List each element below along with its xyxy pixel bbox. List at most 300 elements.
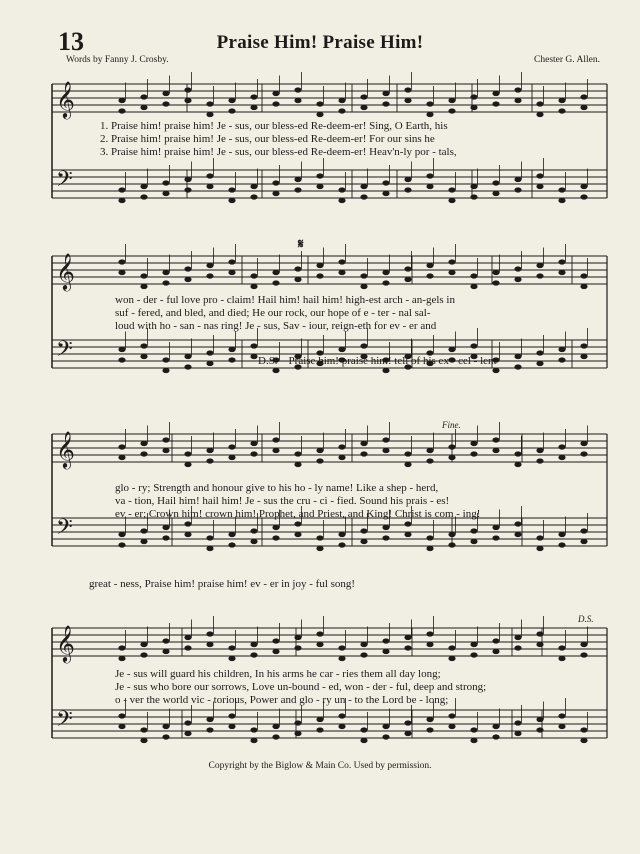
notehead [470, 194, 477, 199]
notehead [492, 270, 499, 275]
notehead [228, 656, 235, 661]
notehead [558, 357, 565, 362]
notehead [426, 631, 433, 636]
notehead [338, 532, 345, 537]
notehead [294, 532, 301, 537]
notehead [250, 441, 257, 446]
notehead [184, 532, 191, 537]
notehead [118, 455, 125, 460]
notehead [206, 717, 213, 722]
notehead [426, 642, 433, 647]
notehead [250, 273, 257, 278]
notehead [492, 191, 499, 196]
notehead [382, 270, 389, 275]
bass-clef-icon: 𝄢 [56, 707, 73, 737]
notehead [558, 645, 565, 650]
notehead [492, 535, 499, 540]
notehead [250, 105, 257, 110]
notehead [118, 187, 125, 192]
lyric-verse-2: 2. Praise him! praise him! Je - sus, our bless-ed Re-deem-er! For our sins he [100, 133, 435, 145]
notehead [382, 734, 389, 739]
notehead [514, 87, 521, 92]
notehead [426, 546, 433, 551]
notehead [514, 98, 521, 103]
notehead [140, 539, 147, 544]
notehead [426, 448, 433, 453]
notehead [404, 720, 411, 725]
notehead [316, 101, 323, 106]
segno-sign: 𝄋 [298, 236, 304, 251]
notehead [140, 738, 147, 743]
notehead [184, 87, 191, 92]
notehead [140, 273, 147, 278]
notehead [118, 270, 125, 275]
notehead [250, 343, 257, 348]
notehead [470, 528, 477, 533]
notehead [316, 535, 323, 540]
notehead [338, 444, 345, 449]
notehead [580, 652, 587, 657]
notehead [536, 112, 543, 117]
notehead [140, 354, 147, 359]
notehead [272, 191, 279, 196]
notehead [448, 724, 455, 729]
notehead [316, 273, 323, 278]
lyric-verse-2: suf - fered, and bled, and died; He our rock, our hope of e - ter - nal sal- [115, 307, 431, 319]
notehead [514, 635, 521, 640]
notehead [228, 259, 235, 264]
notehead [558, 656, 565, 661]
notehead [514, 720, 521, 725]
ds-refrain-lyric: great - ness, Praise him! praise him! ev - er in joy - ful song! [89, 578, 356, 590]
notehead [470, 284, 477, 289]
notehead [272, 734, 279, 739]
notehead [206, 263, 213, 268]
notehead [426, 263, 433, 268]
hymn-title: Praise Him! Praise Him! [216, 32, 424, 53]
notehead [492, 280, 499, 285]
notehead [558, 108, 565, 113]
notehead [470, 441, 477, 446]
notehead [448, 656, 455, 661]
notehead [558, 455, 565, 460]
treble-clef-icon: 𝄞 [56, 624, 75, 662]
notehead [360, 194, 367, 199]
notehead [228, 187, 235, 192]
lyric-verse-1: won - der - ful love pro - claim! Hail him! hail him! high-est arch - an-gels in [115, 294, 455, 306]
notehead [492, 649, 499, 654]
notehead [470, 727, 477, 732]
notehead [558, 713, 565, 718]
notehead [426, 458, 433, 463]
notehead [294, 645, 301, 650]
notehead [250, 528, 257, 533]
notehead [184, 645, 191, 650]
notehead [448, 108, 455, 113]
lyric-verse-3: loud with ho - san - nas ring! Je - sus, Sav - iour, reign-eth for ev - er and [115, 320, 437, 332]
notehead [536, 717, 543, 722]
notehead [184, 266, 191, 271]
notehead [118, 656, 125, 661]
notehead [360, 652, 367, 657]
notehead [118, 444, 125, 449]
notehead [140, 642, 147, 647]
notehead [206, 727, 213, 732]
music-credit: Chester G. Allen. [534, 55, 600, 65]
notehead [316, 112, 323, 117]
notehead [140, 284, 147, 289]
notehead [338, 542, 345, 547]
notehead [294, 521, 301, 526]
notehead [360, 184, 367, 189]
notehead [206, 112, 213, 117]
notehead [536, 631, 543, 636]
ds-refrain-lyric: D.S.—Praise him! praise him! tell of his ex - cel - lent [258, 355, 497, 367]
notehead [448, 444, 455, 449]
notehead [470, 94, 477, 99]
notehead [404, 266, 411, 271]
notehead [382, 525, 389, 530]
notehead [580, 441, 587, 446]
notehead [184, 720, 191, 725]
notehead [404, 87, 411, 92]
notehead [228, 98, 235, 103]
notehead [272, 638, 279, 643]
notehead [162, 357, 169, 362]
notehead [228, 357, 235, 362]
treble-clef-icon: 𝄞 [56, 252, 75, 290]
notehead [448, 198, 455, 203]
notehead [382, 280, 389, 285]
notehead [272, 525, 279, 530]
notehead [228, 532, 235, 537]
notehead [492, 368, 499, 373]
notehead [294, 720, 301, 725]
treble-clef-icon: 𝄞 [56, 430, 75, 468]
notehead [514, 645, 521, 650]
notehead [228, 645, 235, 650]
notehead [514, 521, 521, 526]
notehead [404, 532, 411, 537]
notehead [360, 441, 367, 446]
music-system-2 [52, 236, 612, 370]
notehead [580, 184, 587, 189]
notehead [250, 194, 257, 199]
notehead [162, 437, 169, 442]
notehead [492, 525, 499, 530]
notehead [580, 354, 587, 359]
notehead [228, 724, 235, 729]
notehead [404, 98, 411, 103]
notehead [404, 451, 411, 456]
music-system-4 [52, 612, 612, 752]
notehead [382, 101, 389, 106]
notehead [536, 546, 543, 551]
notehead [250, 184, 257, 189]
notehead [360, 343, 367, 348]
notehead [228, 198, 235, 203]
notehead [360, 528, 367, 533]
notehead [448, 713, 455, 718]
notehead [492, 101, 499, 106]
notehead [558, 724, 565, 729]
notehead [118, 357, 125, 362]
notehead [294, 98, 301, 103]
notehead [426, 112, 433, 117]
notehead [360, 738, 367, 743]
notehead [580, 284, 587, 289]
ds-mark: D.S. [578, 614, 594, 624]
bass-clef-icon: 𝄢 [56, 337, 73, 367]
notehead [206, 448, 213, 453]
notehead [316, 727, 323, 732]
notehead [338, 724, 345, 729]
bass-clef-icon: 𝄢 [56, 167, 73, 197]
words-credit: Words by Fanny J. Crosby. [66, 55, 169, 65]
notehead [338, 347, 345, 352]
notehead [338, 645, 345, 650]
notehead [404, 731, 411, 736]
notehead [140, 105, 147, 110]
notehead [272, 101, 279, 106]
notehead [536, 350, 543, 355]
notehead [206, 535, 213, 540]
music-system-1 [52, 72, 612, 222]
notehead [514, 177, 521, 182]
notehead [536, 727, 543, 732]
notehead [162, 535, 169, 540]
notehead [448, 455, 455, 460]
notehead [382, 180, 389, 185]
notehead [426, 184, 433, 189]
notehead [448, 532, 455, 537]
notehead [140, 528, 147, 533]
notehead [536, 361, 543, 366]
notehead [426, 173, 433, 178]
notehead [250, 642, 257, 647]
notehead [162, 724, 169, 729]
notehead [492, 724, 499, 729]
notehead [206, 184, 213, 189]
notehead [294, 731, 301, 736]
notehead [228, 108, 235, 113]
notehead [558, 98, 565, 103]
notehead [338, 713, 345, 718]
notehead [338, 108, 345, 113]
notehead [316, 448, 323, 453]
notehead [514, 187, 521, 192]
notehead [360, 284, 367, 289]
notehead [470, 273, 477, 278]
notehead [382, 191, 389, 196]
notehead [492, 180, 499, 185]
notehead [338, 259, 345, 264]
notehead [272, 270, 279, 275]
notehead [118, 542, 125, 547]
notehead [206, 173, 213, 178]
lyric-verse-1: glo - ry; Strength and honour give to his ho - ly name! Like a shep - herd, [115, 482, 439, 494]
notehead [404, 521, 411, 526]
notehead [206, 546, 213, 551]
notehead [536, 184, 543, 189]
notehead [514, 731, 521, 736]
notehead [492, 437, 499, 442]
notehead [184, 187, 191, 192]
notehead [492, 638, 499, 643]
notehead [250, 727, 257, 732]
notehead [558, 444, 565, 449]
notehead [558, 259, 565, 264]
notehead [272, 448, 279, 453]
notehead [360, 642, 367, 647]
notehead [162, 180, 169, 185]
notehead [184, 364, 191, 369]
notehead [140, 652, 147, 657]
notehead [162, 368, 169, 373]
notehead [514, 451, 521, 456]
notehead [470, 642, 477, 647]
notehead [272, 280, 279, 285]
notehead [338, 198, 345, 203]
notehead [294, 277, 301, 282]
notehead [558, 347, 565, 352]
notehead [294, 187, 301, 192]
notehead [426, 717, 433, 722]
notehead [558, 532, 565, 537]
notehead [580, 727, 587, 732]
notehead [162, 101, 169, 106]
notehead [426, 535, 433, 540]
notehead [294, 462, 301, 467]
copyright-notice: Copyright by the Biglow & Main Co. Used by permission. [208, 761, 432, 771]
notehead [536, 535, 543, 540]
notehead [250, 738, 257, 743]
notehead [580, 539, 587, 544]
notehead [492, 448, 499, 453]
notehead [140, 727, 147, 732]
notehead [558, 198, 565, 203]
notehead [162, 280, 169, 285]
notehead [536, 101, 543, 106]
notehead [162, 191, 169, 196]
notehead [118, 713, 125, 718]
notehead [294, 266, 301, 271]
notehead [140, 184, 147, 189]
notehead [206, 458, 213, 463]
notehead [316, 546, 323, 551]
notehead [294, 451, 301, 456]
notehead [294, 87, 301, 92]
notehead [448, 270, 455, 275]
notehead [118, 724, 125, 729]
notehead [558, 542, 565, 547]
notehead [470, 539, 477, 544]
notehead [360, 105, 367, 110]
lyric-verse-2: Je - sus who bore our sorrows, Love un-bound - ed, won - der - ful, deep and strong; [115, 681, 487, 693]
notehead [118, 108, 125, 113]
notehead [228, 455, 235, 460]
notehead [580, 528, 587, 533]
notehead [580, 343, 587, 348]
notehead [536, 448, 543, 453]
notehead [228, 444, 235, 449]
notehead [228, 347, 235, 352]
notehead [382, 437, 389, 442]
notehead [250, 539, 257, 544]
notehead [426, 727, 433, 732]
notehead [294, 177, 301, 182]
notehead [140, 194, 147, 199]
notehead [316, 184, 323, 189]
notehead [514, 277, 521, 282]
notehead [184, 635, 191, 640]
notehead [316, 263, 323, 268]
notehead [514, 266, 521, 271]
notehead [558, 187, 565, 192]
notehead [184, 521, 191, 526]
notehead [382, 724, 389, 729]
notehead [162, 649, 169, 654]
notehead [250, 652, 257, 657]
notehead [360, 273, 367, 278]
notehead [162, 91, 169, 96]
notehead [118, 98, 125, 103]
notehead [404, 462, 411, 467]
notehead [206, 101, 213, 106]
notehead [184, 731, 191, 736]
notehead [470, 652, 477, 657]
notehead [272, 724, 279, 729]
notehead [580, 273, 587, 278]
notehead [228, 542, 235, 547]
notehead [316, 642, 323, 647]
notehead [118, 259, 125, 264]
notehead [448, 645, 455, 650]
notehead [206, 350, 213, 355]
notehead [580, 451, 587, 456]
notehead [470, 738, 477, 743]
notehead [338, 270, 345, 275]
notehead [162, 448, 169, 453]
notehead [338, 455, 345, 460]
notehead [426, 273, 433, 278]
notehead [382, 448, 389, 453]
notehead [338, 187, 345, 192]
notehead [316, 631, 323, 636]
notehead [250, 354, 257, 359]
notehead [580, 194, 587, 199]
notehead [360, 727, 367, 732]
notehead [316, 717, 323, 722]
notehead [272, 649, 279, 654]
notehead [272, 535, 279, 540]
notehead [228, 270, 235, 275]
notehead [404, 187, 411, 192]
notehead [404, 635, 411, 640]
notehead [184, 98, 191, 103]
notehead [404, 645, 411, 650]
notehead [272, 180, 279, 185]
notehead [580, 738, 587, 743]
notehead [272, 91, 279, 96]
notehead [206, 361, 213, 366]
notehead [448, 187, 455, 192]
notehead [250, 94, 257, 99]
bass-clef-icon: 𝄢 [56, 515, 73, 545]
notehead [514, 354, 521, 359]
notehead [382, 649, 389, 654]
notehead [492, 91, 499, 96]
